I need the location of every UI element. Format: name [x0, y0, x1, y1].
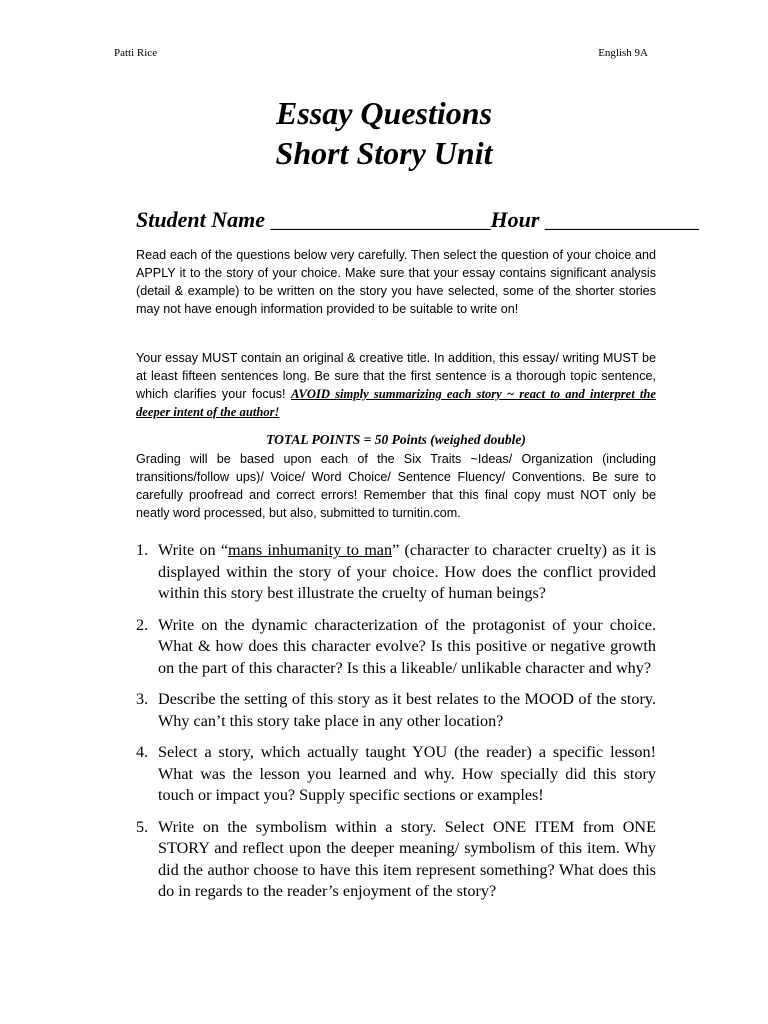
question-number: 2.	[136, 615, 149, 634]
question-text: Select a story, which actually taught YOU (the reader) a specific lesson! What was the lesson you learned and why. How specially did this story touch or impact you? Supply specific sections or examples!	[158, 743, 656, 804]
document-title	[0, 93, 768, 173]
question-item	[136, 540, 656, 605]
paragraph-text: Your essay MUST contain an original & creative title. In addition, this essay/ writing MUST be at least fifteen sentences long. Be sure that the first sentence is a thorough topic sentence, which clarifies your focus!	[136, 351, 656, 401]
question-list	[136, 540, 656, 913]
paragraph-text: Grading will be based upon each of the Six Traits ~Ideas/ Organization (including transitions/follow ups)/ Voice/ Word Choice/ Sentence Fluency/ Conventions. Be sure to carefully proofread and correct errors! Remember that this final copy must NOT only be neatly word processed, but also, submitted to turnitin.com.	[136, 452, 656, 520]
title-line-1: Essay Questions	[275, 95, 493, 131]
paragraph-text: Read each of the questions below very carefully. Then select the question of your choice and APPLY it to the story of your choice. Make sure that your essay contains significant analysis (detail & example) to be written on the story you have selected, some of the shorter stories may not have enough information provided to be suitable to write on!	[136, 248, 656, 316]
underlined-phrase: mans inhumanity to man	[228, 541, 393, 559]
hour-blank: ______________	[544, 207, 699, 232]
student-name-label: Student Name	[136, 207, 265, 232]
question-text: ” (character to character cruelty) as it is displayed within the story of your choice. How does the conflict provided within this story best illustrate the cruelty of human beings?	[158, 541, 657, 602]
course-name: English 9A	[598, 47, 648, 59]
question-number: 4.	[136, 743, 149, 761]
student-info-line	[136, 207, 699, 233]
grading-paragraph	[136, 450, 656, 522]
question-number: 1.	[136, 541, 149, 559]
question-text: Write on the dynamic characterization of the protagonist of your choice. What & how does this character evolve? Is this positive or negative growth on the part of this character? Is this a likeable/ unlikable character and why?	[158, 615, 656, 677]
instructions-paragraph-1	[136, 246, 656, 318]
emphasis-text: AVOID simply summarizing each story ~ react to and interpret the deeper intent of the author!	[136, 387, 656, 419]
question-number: 3.	[136, 690, 149, 708]
student-name-blank: ____________________	[270, 207, 491, 232]
total-points: TOTAL POINTS = 50 Points (weighed double)	[266, 432, 526, 447]
title-line-2: Short Story Unit	[275, 135, 493, 171]
hour-label: Hour	[490, 207, 540, 232]
question-number: 5.	[136, 817, 149, 836]
question-text: Write on the symbolism within a story. Select ONE ITEM from ONE STORY and reflect upon the deeper meaning/ symbolism of this item. Why did the author choose to have this item represent something? What does this do in regards to the reader’s enjoyment of the story?	[158, 817, 656, 900]
question-item	[136, 817, 656, 903]
author-name: Patti Rice	[114, 47, 158, 59]
question-text: Write on “	[158, 541, 229, 559]
question-item	[136, 689, 656, 732]
question-item	[136, 742, 656, 807]
instructions-paragraph-2	[136, 349, 656, 421]
question-item	[136, 615, 656, 680]
question-text: Describe the setting of this story as it best relates to the MOOD of the story. Why can’t this story take place in any other location?	[158, 690, 656, 730]
